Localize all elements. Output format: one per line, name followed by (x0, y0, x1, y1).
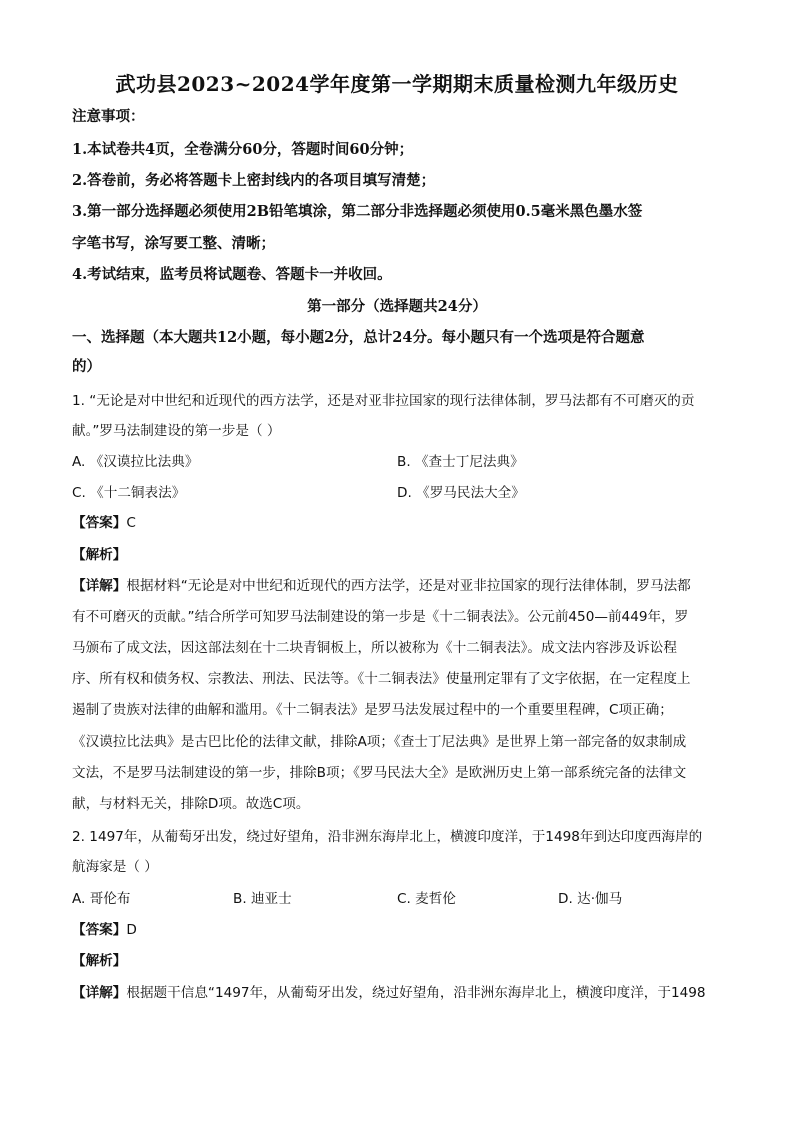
q1-analysis-line (72, 545, 126, 565)
q1-detail-text: 遏制了贵族对法律的曲解和滥用。《十二铜表法》是罗马法发展过程中的一个重要里程碑，C项正确； (72, 702, 673, 718)
q1-stem-cont: 献。”罗马法制建设的第一步是（ ） (72, 423, 281, 439)
notice-item: 字笔书写，涂写要工整、清晰； (72, 235, 275, 252)
section-instruction-cont: 的） (72, 358, 101, 375)
q2-detail-line (72, 983, 706, 1003)
notice-heading: 注意事项： (72, 108, 145, 125)
answer-tag: 【答案】 (72, 515, 127, 531)
q2-detail-text: 根据题干信息“1497年，从葡萄牙出发，绕过好望角，沿非洲东海岸北上，横渡印度洋，于1498 (126, 985, 706, 1001)
q1-detail-text: 根据材料“无论是对中世纪和近现代的西方法学，还是对亚非拉国家的现行法律体制，罗马法都 (126, 578, 691, 594)
notice-item: 4.考试结束，监考员将试题卷、答题卡一并收回。 (72, 266, 392, 283)
q1-detail-text: 献，与材料无关，排除D项。故选C项。 (72, 796, 310, 812)
q1-option-d: D. 《罗马民法大全》 (397, 485, 525, 501)
notice-item: 3.第一部分选择题必须使用2B铅笔填涂，第二部分非选择题必须使用0.5毫米黑色墨水签 (72, 203, 643, 220)
detail-tag: 【详解】 (72, 985, 127, 1001)
q2-stem-cont: 航海家是（ ） (72, 859, 158, 875)
q1-detail-text: 有不可磨灭的贡献。”结合所学可知罗马法制建设的第一步是《十二铜表法》。公元前450—前449年，罗 (72, 609, 689, 625)
analysis-tag: 【解析】 (72, 547, 127, 563)
q1-detail-line (72, 576, 691, 596)
q1-detail-text: 《汉谟拉比法典》是古巴比伦的法律文献，排除A项；《查士丁尼法典》是世界上第一部完备的奴隶制成 (72, 734, 687, 750)
exam-title: 武功县2023~2024学年度第一学期期末质量检测九年级历史 (115, 72, 679, 96)
notice-item: 2.答卷前，务必将答题卡上密封线内的各项目填写清楚； (72, 172, 436, 189)
q2-answer: D (126, 922, 137, 938)
q2-option-a: A. 哥伦布 (72, 891, 131, 907)
q1-option-b: B. 《查士丁尼法典》 (397, 454, 524, 470)
q2-option-d: D. 达·伽马 (558, 891, 623, 907)
q2-answer-line (72, 920, 137, 940)
analysis-tag: 【解析】 (72, 953, 127, 969)
q1-answer: C (126, 515, 136, 531)
detail-tag: 【详解】 (72, 578, 127, 594)
q1-option-a: A. 《汉谟拉比法典》 (72, 454, 199, 470)
q1-answer-line (72, 513, 136, 533)
section-instruction: 一、选择题（本大题共12小题，每小题2分，总计24分。每小题只有一个选项是符合题意 (72, 329, 645, 346)
q1-option-c: C. 《十二铜表法》 (72, 485, 186, 501)
q1-detail-text: 序、所有权和债务权、宗教法、刑法、民法等。《十二铜表法》使量刑定罪有了文字依据，在一定程度上 (72, 671, 691, 687)
q2-analysis-line (72, 951, 126, 971)
q1-stem: 1. “无论是对中世纪和近现代的西方法学，还是对亚非拉国家的现行法律体制，罗马法都有不可磨灭的贡 (72, 393, 695, 409)
q2-stem: 2. 1497年，从葡萄牙出发，绕过好望角，沿非洲东海岸北上，横渡印度洋，于1498年到达印度西海岸的 (72, 829, 703, 845)
q1-detail-text: 马颁布了成文法，因这部法刻在十二块青铜板上，所以被称为《十二铜表法》。成文法内容涉及诉讼程 (72, 640, 677, 656)
q2-option-c: C. 麦哲伦 (397, 891, 456, 907)
q2-option-b: B. 迪亚士 (233, 891, 292, 907)
answer-tag: 【答案】 (72, 922, 127, 938)
part1-heading: 第一部分（选择题共24分） (307, 298, 487, 315)
notice-item: 1.本试卷共4页，全卷满分60分，答题时间60分钟； (72, 141, 414, 158)
q1-detail-text: 文法，不是罗马法制建设的第一步，排除B项；《罗马民法大全》是欧洲历史上第一部系统完备的法律文 (72, 765, 687, 781)
